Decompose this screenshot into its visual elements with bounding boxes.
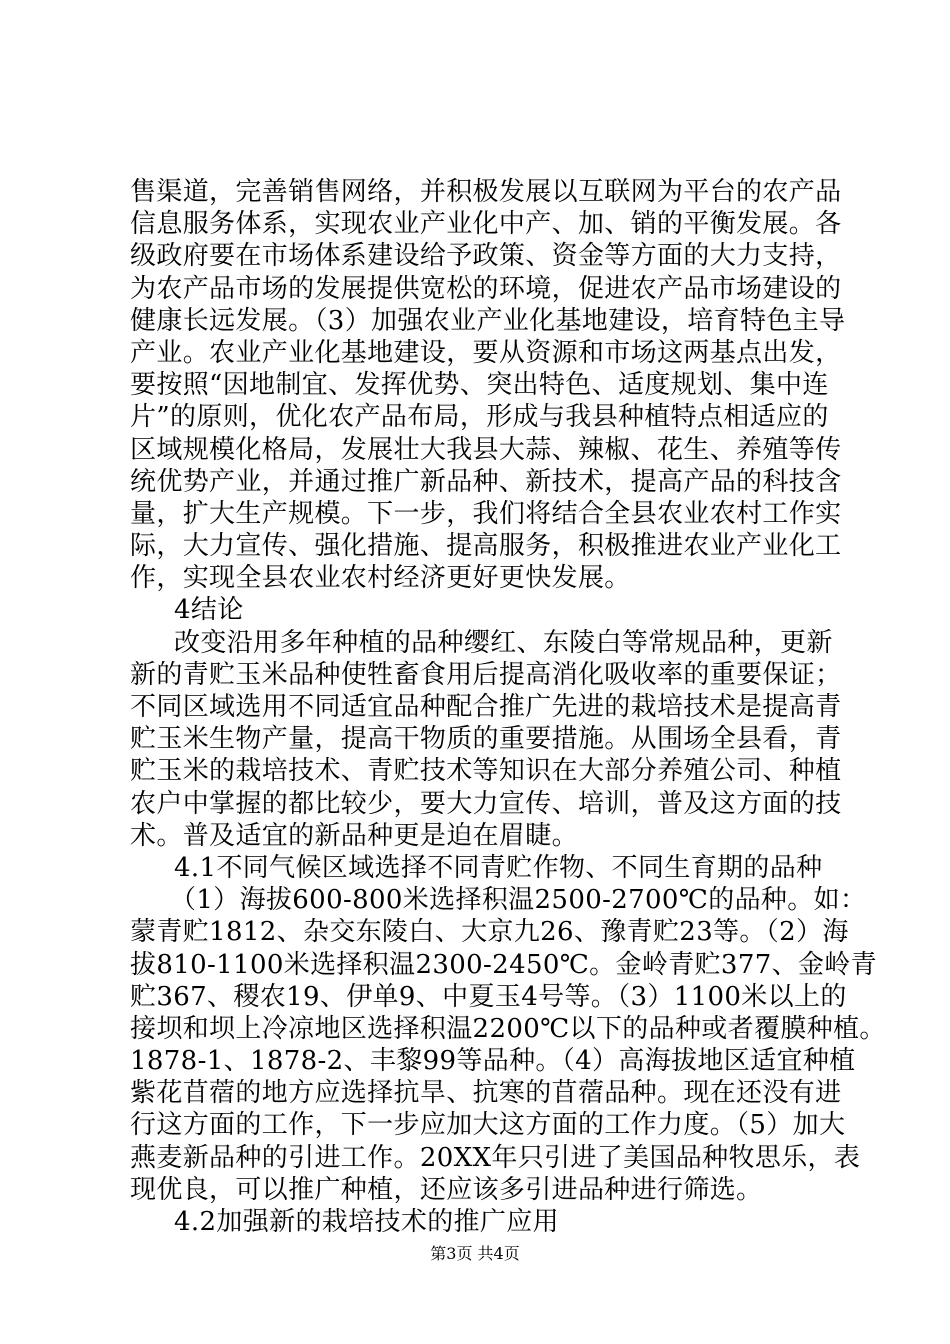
text-line: 拔810-1100米选择积温2300-2450℃。金岭青贮377、金岭青 [130, 949, 878, 980]
text-line: 区域规模化格局，发展壮大我县大蒜、辣椒、花生、养殖等传 [130, 434, 842, 465]
text-line: 量，扩大生产规模。下一步，我们将结合全县农业农村工作实 [130, 498, 842, 529]
page-footer: 第3页 共4页 [430, 1244, 520, 1263]
text-line: 不同区域选用不同适宜品种配合推广先进的栽培技术是提高青 [130, 692, 842, 722]
text-line: 新的青贮玉米品种使牲畜食用后提高消化吸收率的重要保证； [130, 659, 842, 690]
text-line: 信息服务体系，实现农业产业化中产、加、销的平衡发展。各 [130, 209, 842, 240]
text-line: 术。普及适宜的新品种更是迫在眉睫。 [130, 820, 578, 851]
text-line: 贮玉米生物产量，提高干物质的重要措施。从围场全县看，青 [130, 724, 842, 755]
text-line: 健康长远发展。（3）加强农业产业化基地建设，培育特色主导 [130, 305, 846, 336]
text-line: 贮367、稷农19、伊单9、中夏玉4号等。（3）1100米以上的 [130, 981, 847, 1012]
text-line: 蒙青贮1812、杂交东陵白、大京九26、豫青贮23等。（2）海 [130, 917, 849, 948]
text-line: 统优势产业，并通过推广新品种、新技术，提高产品的科技含 [130, 466, 842, 497]
text-line: 贮玉米的栽培技术、青贮技术等知识在大部分养殖公司、种植 [130, 756, 842, 787]
text-line: 级政府要在市场体系建设给予政策、资金等方面的大力支持， [130, 241, 842, 272]
text-line: 行这方面的工作，下一步应加大这方面的工作力度。（5）加大 [130, 1110, 846, 1141]
text-line: 现优良，可以推广种植，还应该多引进品种进行筛选。 [130, 1174, 763, 1205]
text-line: 作，实现全县农业农村经济更好更快发展。 [130, 563, 631, 594]
text-line: 燕麦新品种的引进工作。20XX年只引进了美国品种牧思乐，表 [130, 1142, 861, 1173]
text-line: 际，大力宣传、强化措施、提高服务，积极推进农业产业化工 [130, 531, 842, 562]
text-line: （1）海拔600-800米选择积温2500-2700℃的品种。如： [170, 885, 867, 916]
text-line: 售渠道，完善销售网络，并积极发展以互联网为平台的农产品 [130, 177, 842, 207]
document-body [130, 176, 886, 1238]
text-line: 接坝和坝上冷凉地区选择积温2200℃以下的品种或者覆膜种植。 [130, 1013, 886, 1044]
text-line: 农户中掌握的都比较少，要大力宣传、培训，普及这方面的技 [130, 788, 842, 819]
text-line: 紫花苜蓿的地方应选择抗旱、抗寒的苜蓿品种。现在还没有进 [130, 1078, 842, 1109]
text-line: 为农产品市场的发展提供宽松的环境，促进农产品市场建设的 [130, 273, 842, 304]
section-heading: 4结论 [174, 595, 244, 626]
text-line: 要按照“因地制宜、发挥优势、突出特色、适度规划、集中连 [130, 370, 829, 401]
subsection-heading: 4.2加强新的栽培技术的推广应用 [174, 1207, 559, 1237]
text-line: 产业。农业产业化基地建设，要从资源和市场这两基点出发， [130, 337, 842, 368]
text-line: 1878-1、1878-2、丰黎99等品种。（4）高海拔地区适宜种植 [130, 1046, 856, 1077]
text-line: 改变沿用多年种植的品种缨红、东陵白等常规品种，更新 [174, 627, 833, 658]
subsection-heading: 4.1不同气候区域选择不同青贮作物、不同生育期的品种 [174, 852, 823, 883]
text-line: 片”的原则，优化农产品布局，形成与我县种植特点相适应的 [130, 402, 829, 433]
